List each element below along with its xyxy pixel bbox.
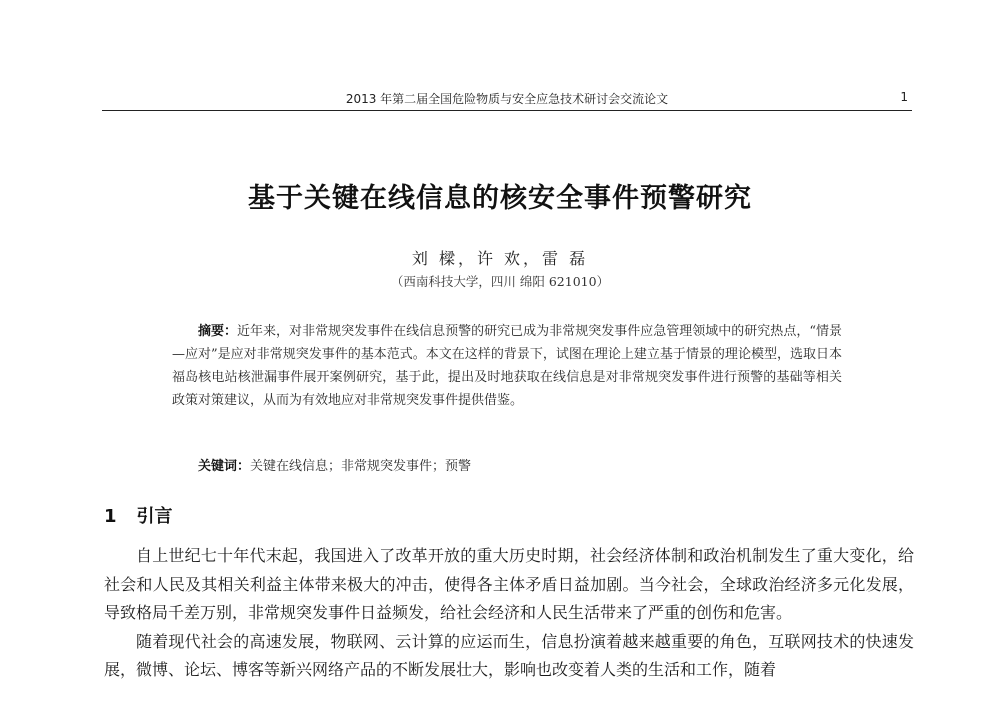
abstract-label: 摘要： xyxy=(198,324,238,339)
paragraph: 随着现代社会的高速发展，物联网、云计算的应运而生，信息扮演着越来越重要的角色，互联网技术的快速发展，微博、论坛、博客等新兴网络产品的不断发展壮大，影响也改变着人类的生活和工作，随着 xyxy=(104,631,914,679)
page-number: 1 xyxy=(900,90,908,104)
running-header xyxy=(102,88,912,111)
keywords-text: 关键在线信息；非常规突发事件；预警 xyxy=(250,459,472,474)
keywords xyxy=(198,455,838,474)
section-number: 1 xyxy=(104,506,117,527)
abstract-text: 近年来，对非常规突发事件在线信息预警的研究已成为非常规突发事件应急管理领域中的研究热点，“情景—应对”是应对非常规突发事件的基本范式。本文在这样的背景下，试图在理论上建立基于情景的理论模型，选取日本福岛核电站核泄漏事件展开案例研究，基于此，提出及时地获取在线信息是对非常规突发事件进行预警的基础等相关政策对策建议，从而为有效地应对非常规突发事件提供借鉴。 xyxy=(172,324,842,408)
section-heading xyxy=(104,502,173,528)
running-title: 2013 年第二届全国危险物质与安全应急技术研讨会交流论文 xyxy=(345,92,669,106)
keywords-label: 关键词： xyxy=(198,459,251,474)
paper-title: 基于关键在线信息的核安全事件预警研究 xyxy=(248,183,752,214)
authors: 刘 樑，许 欢，雷 磊 xyxy=(411,249,589,268)
paragraph: 自上世纪七十年代末起，我国进入了改革开放的重大历史时期，社会经济体制和政治机制发生了重大变化，给社会和人民及其相关利益主体带来极大的冲击，使得各主体矛盾日益加剧。当今社会，全球政治经济多元化发展，导致格局千差万别，非常规突发事件日益频发，给社会经济和人民生活带来了严重的创伤和危害。 xyxy=(104,546,914,622)
section-title: 引言 xyxy=(136,506,173,527)
abstract xyxy=(172,320,842,412)
body-text xyxy=(104,542,914,685)
affiliation: （西南科技大学，四川 绵阳 621010） xyxy=(390,274,610,289)
